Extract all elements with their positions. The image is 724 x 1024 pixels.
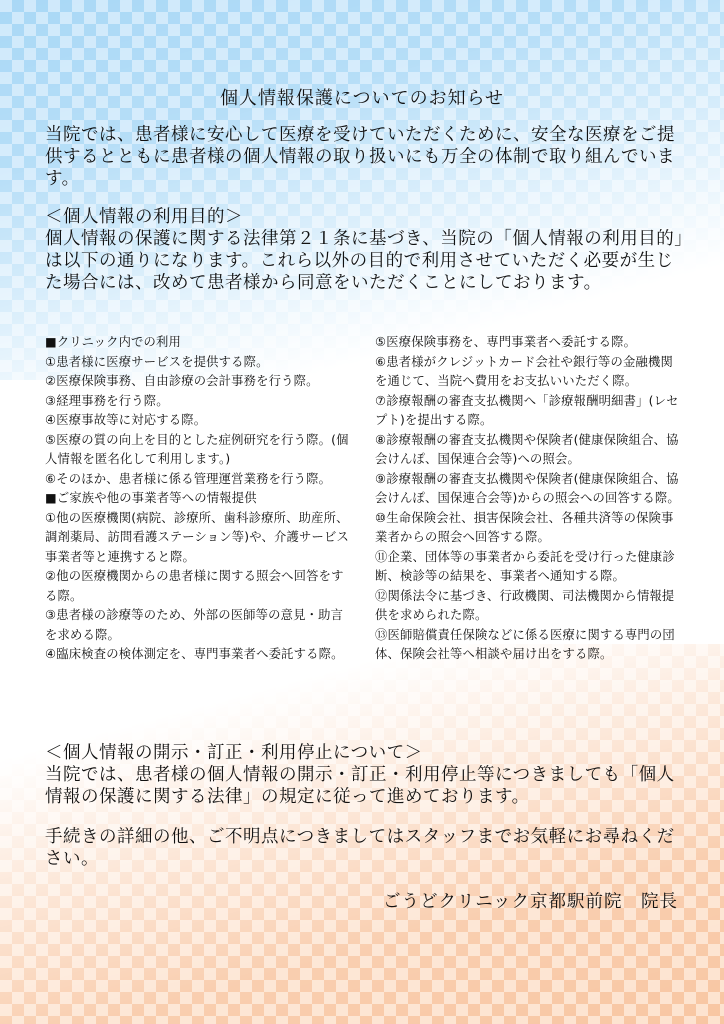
- list-item: ⑪企業、団体等の事業者から委託を受け行った健康診断、検診等の結果を、事業者へ通知する際。: [375, 549, 675, 583]
- list-item: ④医療事故等に対応する際。: [45, 413, 207, 427]
- list-item: ⑫関係法令に基づき、行政機関、司法機関から情報提供を求められた際。: [375, 588, 675, 622]
- list-item: ■ご家族や他の事業者等への情報提供: [45, 491, 257, 505]
- contact-paragraph: 手続きの詳細の他、ご不明点につきましてはスタッフまでお気軽にお尋ねください。: [45, 827, 675, 869]
- list-item: ②他の医療機関からの患者様に関する照会へ回答をする際。: [45, 569, 344, 603]
- list-item: ⑨診療報酬の審査支払機関や保険者(健康保険組合、協会けんぽ、国保連合会等)からの照会への回答する際。: [375, 471, 680, 505]
- purpose-heading: ＜個人情報の利用目的＞: [45, 207, 243, 227]
- list-item: ⑤医療保険事務を、専門事業者へ委託する際。: [375, 335, 637, 349]
- list-item: ④臨床検査の検体測定を、専門事業者へ委託する際。: [45, 647, 344, 661]
- list-item: ■クリニック内での利用: [45, 335, 182, 349]
- list-item: ①他の医療機関(病院、診療所、歯科診療所、助産所、調剤薬局、訪問看護ステーション等)や、介護サービス事業者等と連携すると際。: [45, 510, 349, 564]
- usage-list-right: [375, 333, 680, 665]
- list-item: ③経理事務を行う際。: [45, 393, 169, 408]
- usage-list-left: [45, 333, 350, 665]
- disclosure-paragraph: 当院では、患者様の個人情報の開示・訂正・利用停止等につきましても「個人情報の保護に関する法律」の規定に従って進めております。: [45, 765, 675, 807]
- list-item: ⑬医師賠償責任保険などに係る医療に関する専門の団体、保険会社等へ相談や届け出をする際。: [375, 627, 675, 661]
- list-item: ⑩生命保険会社、損害保険会社、各種共済等の保険事業者からの照会へ回答する際。: [375, 510, 674, 544]
- list-item: ①患者様に医療サービスを提供する際。: [45, 354, 269, 369]
- list-item: ⑤医療の質の向上を目的とした症例研究を行う際。(個人情報を匿名化して利用します。): [45, 432, 349, 466]
- signature: ごうどクリニック京都駅前院 院長: [383, 892, 678, 912]
- disclosure-heading: ＜個人情報の開示・訂正・利用停止について＞: [45, 743, 423, 763]
- list-item: ②医療保険事務、自由診療の会計事務を行う際。: [45, 374, 319, 388]
- list-item: ⑥患者様がクレジットカード会社や銀行等の金融機関を通じて、当院へ費用をお支払いいただく際。: [375, 354, 673, 388]
- purpose-paragraph: 個人情報の保護に関する法律第２１条に基づき、当院の「個人情報の利用目的」は以下の通りになります。これら以外の目的で利用させていただく必要が生じた場合には、改めて患者様から同意をいただくことにしております。: [45, 229, 684, 293]
- list-item: ⑧診療報酬の審査支払機関や保険者(健康保険組合、協会けんぽ、国保連合会等)への照会。: [375, 432, 679, 466]
- intro-paragraph: 当院では、患者様に安心して医療を受けていただくために、安全な医療をご提供するとともに患者様の個人情報の取り扱いにも万全の体制で取り組んでいます。: [45, 125, 675, 189]
- list-item: ⑥そのほか、患者様に係る管理運営業務を行う際。: [45, 471, 332, 486]
- list-item: ③患者様の診療等のため、外部の医師等の意見・助言を求める際。: [45, 608, 344, 642]
- page-title: 個人情報保護についてのお知らせ: [219, 88, 505, 109]
- list-item: ⑦診療報酬の審査支払機関へ「診療報酬明細書」(レセプト)を提出する際。: [375, 393, 679, 427]
